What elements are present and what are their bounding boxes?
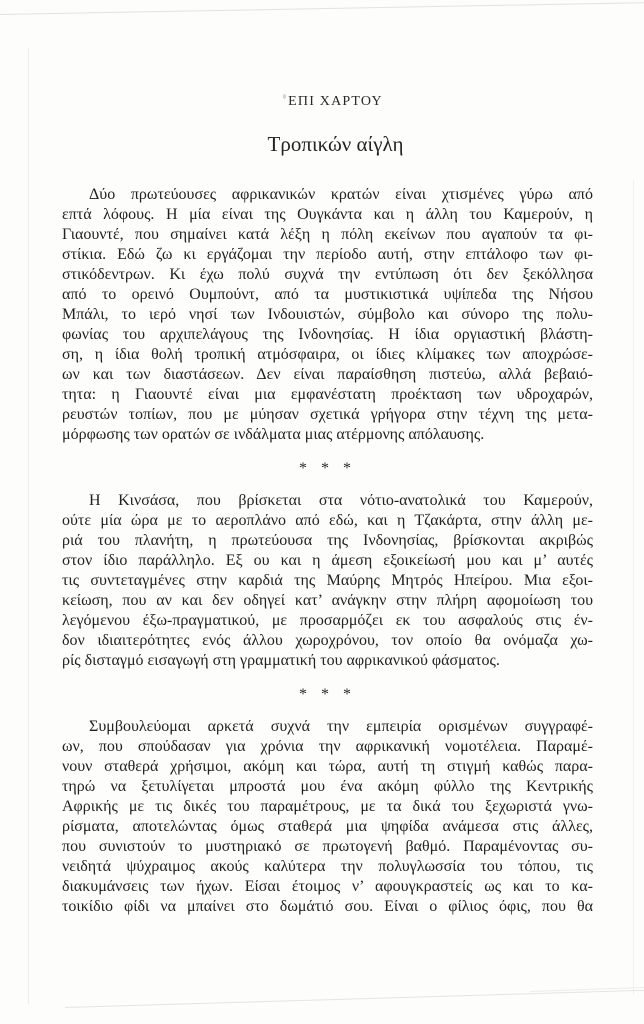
text-line: τις συντεταγμένες στην καρδιά της Μαύρης Μητρός Ηπείρου. Μια εξοι- <box>62 572 593 589</box>
chapter-title: Τροπικών αίγλη <box>267 132 404 156</box>
text-body <box>62 185 593 917</box>
text-line: νειδητά ψύχραιμος ακούς καλύτερα την πολυγλωσσία του τόπου, τις <box>62 858 593 875</box>
paragraph <box>62 185 593 445</box>
scan-edge-bottom <box>65 990 644 1008</box>
text-line: που συνιστούν το μυστηριακό σε πρωτογενή βαθμό. Παραμένοντας συ- <box>62 838 593 855</box>
scan-edge-top <box>0 2 644 15</box>
text-line: Συμβουλεύομαι αρκετά συχνά την εμπειρία ορισμένων συγγραφέ- <box>89 718 593 735</box>
text-line: Δύο πρωτεύουσες αφρικανικών κρατών είναι χτισμένες γύρω από <box>89 186 593 203</box>
text-line: στίκια. Εδώ ζω κι εργάζομαι την περίοδο αυτή, στην επτάλοφο των φι- <box>62 246 593 263</box>
paragraph <box>62 491 593 671</box>
text-line: ούτε μία ώρα με το αεροπλάνο από εδώ, και η Τζακάρτα, στην άλλη με- <box>62 512 593 529</box>
text-line: από το ορεινό Ουμπούντ, από τα μυστικιστικά υψίπεδα της Νήσου <box>62 286 593 303</box>
text-line: στικόδεντρων. Κι έχω πολύ συχνά την εντύπωση ότι δεν ξεκόλλησα <box>62 266 593 283</box>
text-line: ριά του πλανήτη, η πρωτεύουσα της Ινδονησίας, βρίσκονται ακριβώς <box>62 532 593 549</box>
text-line: ση, η ίδια θολή τροπική ατμόσφαιρα, οι ίδιες κλίμακες των αποχρώσε- <box>62 346 593 363</box>
text-line: ρευστών τοπίων, που με μύησαν σχετικά γρήγορα στην τέχνη της μετα- <box>62 406 593 423</box>
paragraph <box>62 717 593 917</box>
text-line: λεγόμενου έξω-πραγματικού, με προσαρμόζει εκ του ασφαλούς στις έν- <box>62 612 593 629</box>
text-line: Αφρικής με τις δικές του παραμέτρους, με τα δικά του ξεχωριστά γνω- <box>62 798 593 815</box>
text-line: φωνίας του αρχιπελάγους της Ινδονησίας. Η ίδια οργιαστική βλάστη- <box>62 326 593 343</box>
section-separator: * * * <box>299 686 356 703</box>
section-header: ΕΠΙ ΧΑΡΤΟΥ <box>288 94 383 109</box>
text-line: ρίς δισταγμό εισαγωγή στη γραμματική του αφρικανικού φάσματος. <box>62 652 500 669</box>
text-line: ων, που σπούδασαν για χρόνια την αφρικανική νομοτέλεια. Παραμέ- <box>62 738 593 755</box>
text-line: ων και των διαστάσεων. Δεν είναι παραίσθηση πιστεύω, αλλά βεβαιό- <box>62 366 593 383</box>
scan-edge-left <box>28 48 29 1004</box>
text-line: Μπάλι, το ιερό νησί των Ινδουιστών, σύμβολο και σύνορο της πολυ- <box>62 306 593 323</box>
section-separator: * * * <box>299 460 356 477</box>
text-line: τηρώ να ξετυλίγεται μπροστά μου ένα ακόμη φύλλο της Κεντρικής <box>62 778 593 795</box>
text-line: στον ίδιο παράλληλο. Εξ ου και η άμεση εξοικείωσή μου και μ’ αυτές <box>62 552 593 569</box>
text-line: Γιαουντέ, που σημαίνει κατά λέξη η πόλη εκείνων που αγαπούν τα φι- <box>62 226 593 243</box>
text-line: κείωση, που αν και δεν οδηγεί κατ’ ανάγκην στην πλήρη αφομοίωση του <box>62 592 593 609</box>
text-line: τητα: η Γιαουντέ είναι μια εμφανέστατη προέκταση των υδροχαρών, <box>62 386 593 403</box>
text-line: διακυμάνσεις των ήχων. Είσαι έτοιμος ν’ αφουγκραστείς ως και το κα- <box>62 878 593 895</box>
scan-edge-right <box>633 180 634 995</box>
text-line: Η Κινσάσα, που βρίσκεται στα νότιο-ανατολικά του Καμερούν, <box>89 492 593 509</box>
text-line: μόρφωσης των ορατών σε ινδάλματα μιας ατέρμονης απόλαυσης. <box>62 426 485 443</box>
text-line: νουν σταθερά χρήσιμοι, ακόμη και τώρα, αυτή τη στιγμή καθώς παρα- <box>62 758 593 775</box>
text-line: δον ιδιαιτερότητες ενός άλλου χωροχρόνου, τον οποίο θα ονόμαζα χω- <box>62 632 593 649</box>
text-line: ρίσματα, αποτελώντας όμως σταθερά μια ψηφίδα ανάμεσα στις άλλες, <box>62 818 593 835</box>
text-line: τοικίδιο φίδι να μπαίνει στο δωμάτιό σου. Είναι ο φίλιος όφις, που θα <box>62 898 593 915</box>
text-line: επτά λόφους. Η μία είναι της Ουγκάντα και η άλλη του Καμερούν, η <box>62 206 593 223</box>
